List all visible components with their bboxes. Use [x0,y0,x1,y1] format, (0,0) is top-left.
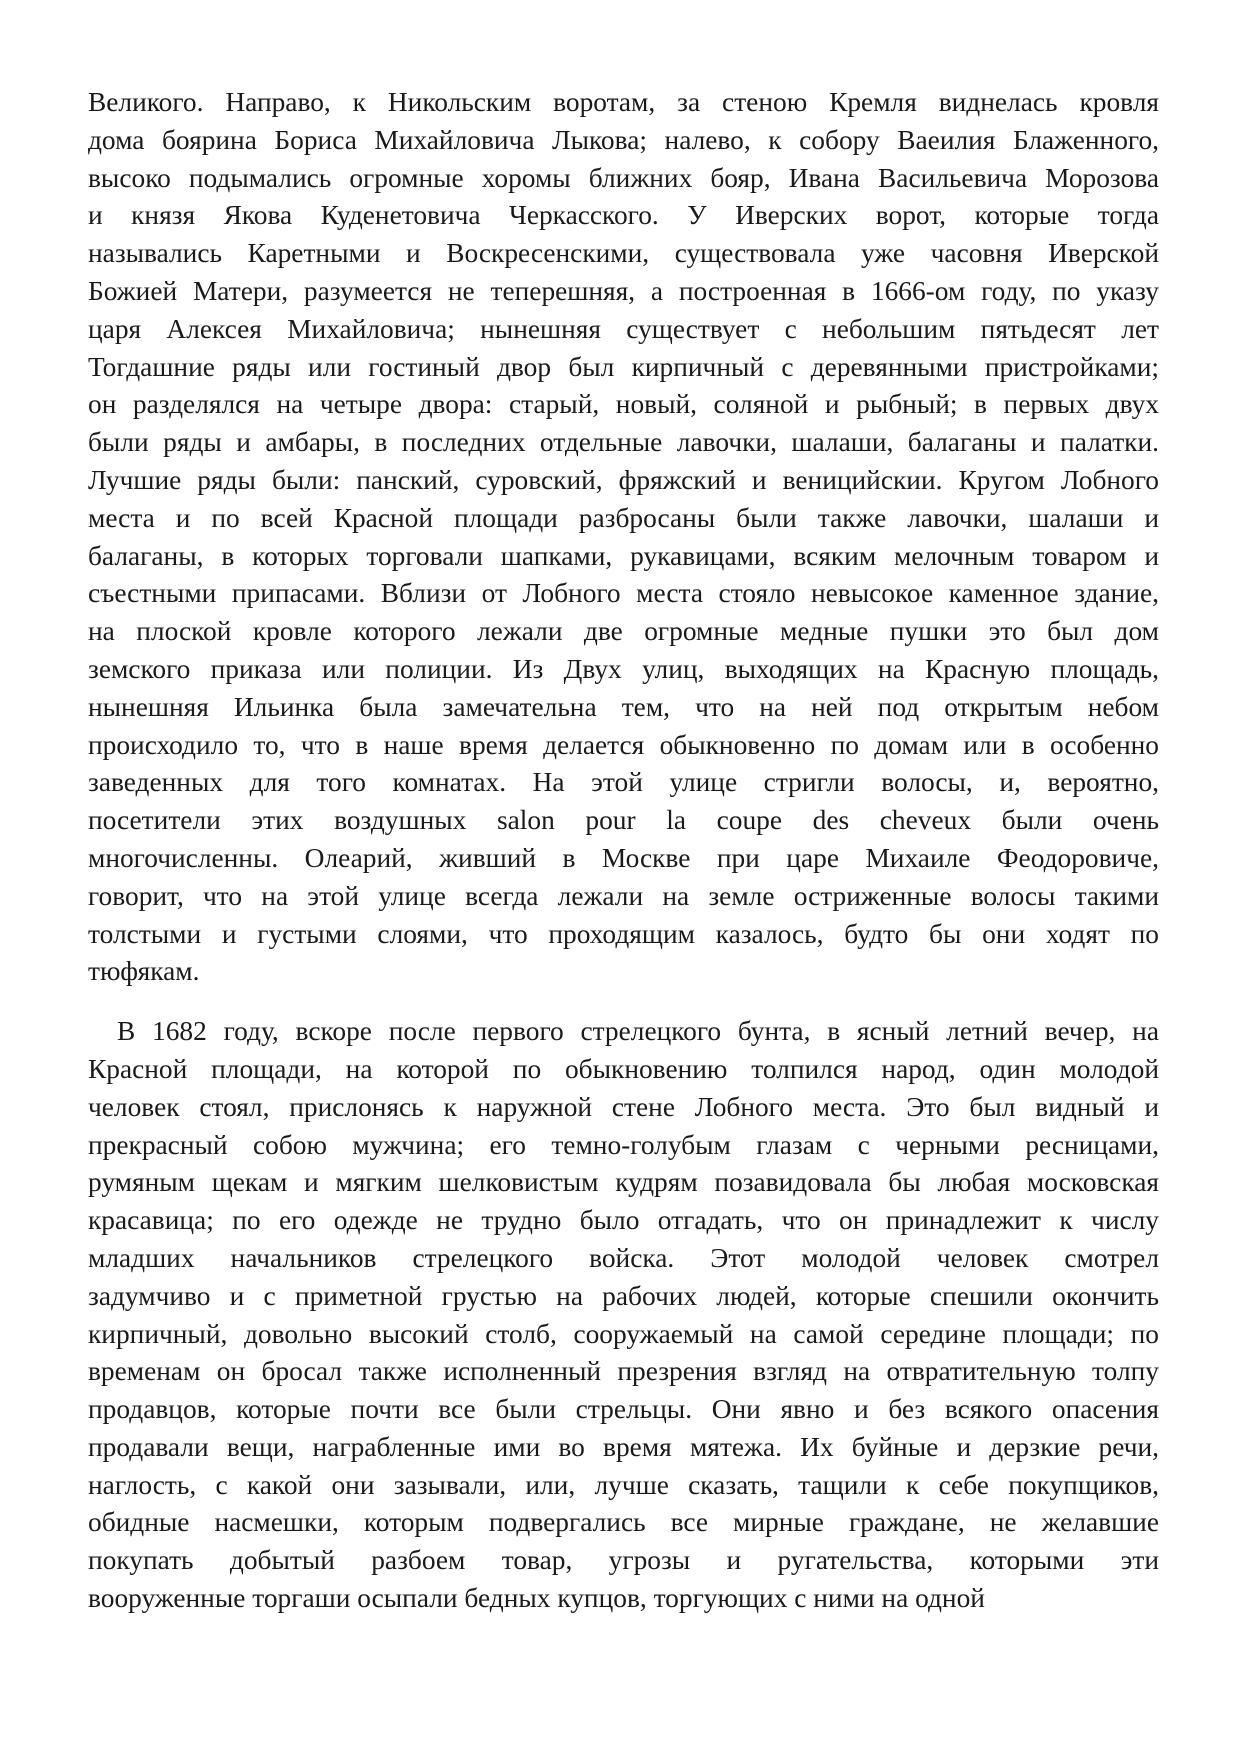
text-line: Красной площади, на которой по обыкновению толпился народ, один молодой [88,1053,1159,1084]
text-line: и князя Якова Куденетовича Черкасского. У Иверских ворот, которые тогда [88,200,1159,231]
text-line: обидные насмешки, которым подвергались все мирные граждане, не желавшие [88,1507,1159,1538]
text-line: посетители этих воздушных salon pour la coupe des cheveux были очень [88,805,1159,836]
text-line: дома боярина Бориса Михайловича Лыкова; налево, к собору Ваеилия Блаженного, [88,124,1159,155]
text-line: задумчиво и с приметной грустью на рабочих людей, которые спешили окончить [88,1280,1159,1311]
text-line: вооруженные торгаши осыпали бедных купцов, торгующих с ними на одной [88,1583,985,1614]
text-line: Божией Матери, разумеется не теперешняя, а построенная в 1666-ом году, по указу [88,275,1159,306]
text-line: наглость, с какой они зазывали, или, лучше сказать, тащили к себе покупщиков, [88,1469,1159,1500]
text-line: прекрасный собою мужчина; его темно-голубым глазам с черными ресницами, [88,1129,1159,1160]
paragraph-2 [88,1013,1159,1618]
text-line: румяным щекам и мягким шелковистым кудрям позавидовала бы любая московская [88,1167,1159,1198]
text-line: толстыми и густыми слоями, что проходящим казалось, будто бы они ходят по [88,918,1159,949]
text-line: нынешняя Ильинка была замечательна тем, что на ней под открытым небом [88,691,1159,722]
text-line: царя Алексея Михайловича; нынешняя существует с небольшим пятьдесят лет [88,313,1159,344]
text-line: говорит, что на этой улице всегда лежали на земле остриженные волосы такими [88,880,1159,911]
text-line: были ряды и амбары, в последних отдельные лавочки, шалаши, балаганы и палатки. [88,427,1159,458]
text-line: временам он бросал также исполненный презрения взгляд на отвратительную толпу [88,1356,1159,1387]
text-line: красавица; по его одежде не трудно было отгадать, что он принадлежит к числу [88,1205,1159,1236]
text-line: В 1682 году, вскоре после первого стрелецкого бунта, в ясный летний вечер, на [117,1016,1159,1047]
text-line: он разделялся на четыре двора: старый, новый, соляной и рыбный; в первых двух [88,389,1159,420]
text-line: съестными припасами. Вблизи от Лобного места стояло невысокое каменное здание, [88,578,1159,609]
paragraph-1 [88,84,1159,991]
text-line: назывались Каретными и Воскресенскими, существовала уже часовня Иверской [88,238,1159,269]
text-line: заведенных для того комнатах. На этой улице стригли волосы, и, вероятно, [88,767,1159,798]
text-line: на плоской кровле которого лежали две огромные медные пушки это был дом [88,616,1159,647]
text-line: Лучшие ряды были: панский, суровский, фряжский и веницийскии. Кругом Лобного [88,464,1159,495]
document-page [88,84,1159,1618]
text-line: многочисленны. Олеарий, живший в Москве при царе Михаиле Феодоровиче, [88,842,1159,873]
text-line: земского приказа или полиции. Из Двух улиц, выходящих на Красную площадь, [88,653,1159,684]
text-line: покупать добытый разбоем товар, угрозы и ругательства, которыми эти [88,1545,1159,1576]
text-line: продавцов, которые почти все были стрельцы. Они явно и без всякого опасения [88,1394,1159,1425]
text-line: места и по всей Красной площади разбросаны были также лавочки, шалаши и [88,502,1159,533]
text-line: высоко подымались огромные хоромы ближних бояр, Ивана Васильевича Морозова [88,162,1159,193]
text-line: младших начальников стрелецкого войска. Этот молодой человек смотрел [88,1242,1159,1273]
text-line: тюфякам. [88,956,200,987]
text-line: Тогдашние ряды или гостиный двор был кирпичный с деревянными пристройками; [88,351,1159,382]
text-line: Великого. Направо, к Никольским воротам, за стеною Кремля виднелась кровля [88,87,1159,117]
text-line: человек стоял, прислонясь к наружной стене Лобного места. Это был видный и [88,1091,1159,1122]
text-line: происходило то, что в наше время делается обыкновенно по домам или в особенно [88,729,1159,760]
text-line: балаганы, в которых торговали шапками, рукавицами, всяким мелочным товаром и [88,540,1159,571]
text-line: продавали вещи, награбленные ими во время мятежа. Их буйные и дерзкие речи, [88,1431,1159,1462]
text-line: кирпичный, довольно высокий столб, сооружаемый на самой середине площади; по [88,1318,1159,1349]
